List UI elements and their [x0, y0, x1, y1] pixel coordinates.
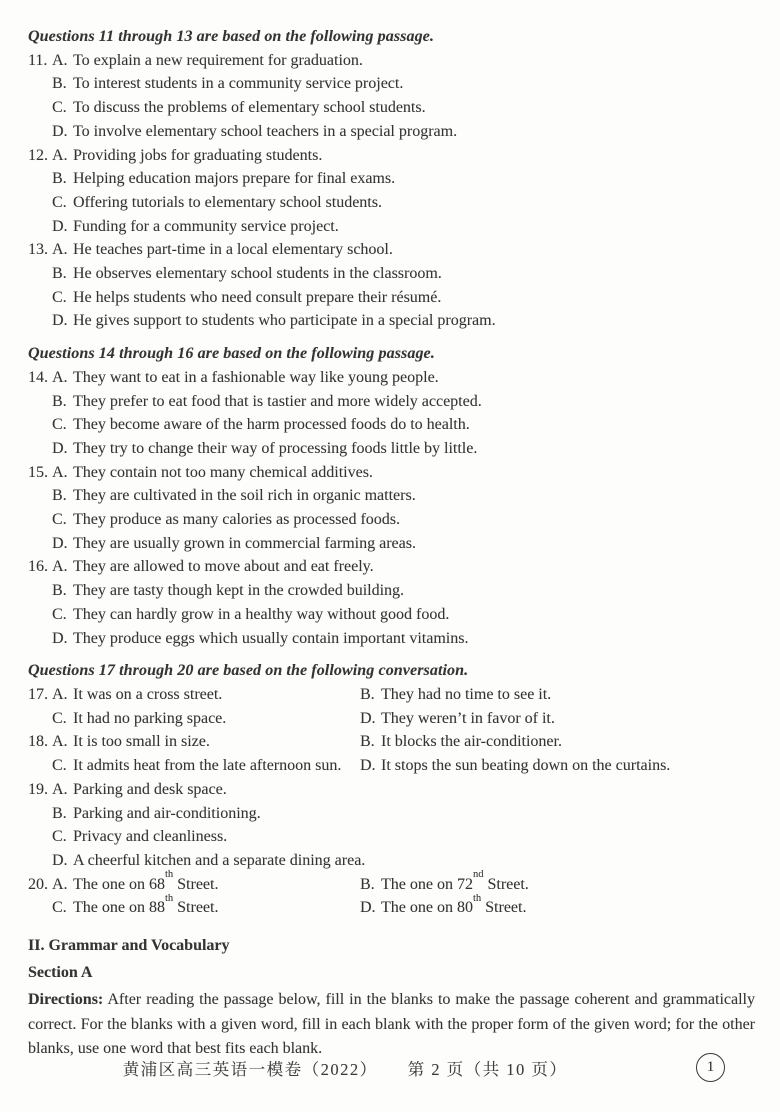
passage-group-heading: Questions 14 through 16 are based on the following passage. [28, 345, 435, 363]
option-label: D. [52, 217, 68, 235]
option-line [52, 167, 755, 191]
option-line [52, 286, 755, 310]
option-text: Offering tutorials to elementary school students. [73, 193, 382, 211]
option-label: D. [52, 534, 68, 552]
option-cell [360, 869, 529, 897]
question-number: 17. [28, 685, 48, 703]
conversation-group-heading: Questions 17 through 20 are based on the following conversation. [28, 662, 469, 680]
option-label: A. [52, 241, 68, 259]
option-line [52, 825, 755, 849]
option-label: D. [52, 439, 68, 457]
option-label: D. [360, 757, 376, 775]
option-line [28, 754, 755, 778]
option-text: Parking and desk space. [73, 780, 227, 798]
question-line [28, 461, 755, 485]
page-number-badge: 1 [696, 1053, 725, 1082]
option-line [52, 508, 755, 532]
option-text: To explain a new requirement for graduation. [73, 51, 363, 69]
option-label: A. [52, 780, 68, 798]
section-a-label: Section A [28, 963, 93, 981]
option-text: To discuss the problems of elementary school students. [73, 99, 426, 117]
option-text: They can hardly grow in a healthy way without good food. [73, 605, 450, 623]
option-label: A. [52, 685, 68, 703]
option-label: C. [52, 511, 67, 529]
option-label: C. [52, 828, 67, 846]
question-line [28, 778, 755, 802]
question-number: 18. [28, 733, 48, 751]
option-text: They prefer to eat food that is tastier and more widely accepted. [73, 392, 482, 410]
option-cell [360, 730, 562, 754]
directions-label: Directions: [28, 991, 104, 1009]
passage-group-heading: Questions 11 through 13 are based on the following passage. [28, 28, 434, 45]
option-line [52, 413, 755, 437]
option-text: They are tasty though kept in the crowded building. [73, 582, 405, 600]
option-label: B. [360, 733, 375, 751]
option-line [28, 707, 755, 731]
option-text: It had no parking space. [73, 709, 227, 727]
option-cell [28, 869, 360, 897]
option-line [52, 484, 755, 508]
option-cell [360, 683, 551, 707]
question-line [28, 683, 755, 707]
option-text: Funding for a community service project. [73, 217, 339, 235]
option-text: It is too small in size. [73, 733, 210, 751]
option-cell [360, 754, 670, 778]
option-text: They are allowed to move about and eat freely. [73, 558, 374, 576]
question-number: 19. [28, 780, 48, 798]
option-label: B. [52, 265, 67, 283]
option-line [52, 627, 755, 651]
question-line [28, 144, 755, 168]
option-label: D. [52, 312, 68, 330]
option-label: C. [52, 709, 67, 727]
option-line [52, 120, 755, 144]
option-text: They had no time to see it. [381, 685, 552, 703]
option-cell [28, 707, 360, 731]
option-label: A. [52, 146, 68, 164]
option-text: A cheerful kitchen and a separate dining area. [73, 851, 366, 869]
option-label: A. [52, 733, 68, 751]
option-cell [28, 683, 360, 707]
question-line [28, 49, 755, 73]
option-text: They are cultivated in the soil rich in organic matters. [73, 487, 416, 505]
option-text: It blocks the air-conditioner. [381, 733, 562, 751]
option-line [52, 191, 755, 215]
option-label: D. [52, 629, 68, 647]
option-text: He observes elementary school students in the classroom. [73, 265, 442, 283]
ordinal-superscript: th [164, 869, 174, 881]
option-text: The one on 80th Street. [381, 892, 527, 917]
question-line [28, 869, 755, 897]
option-label: A. [52, 875, 68, 893]
question-line [28, 730, 755, 754]
question-line [28, 555, 755, 579]
question-number: 16. [28, 558, 48, 576]
option-text: Providing jobs for graduating students. [73, 146, 323, 164]
ordinal-superscript: th [472, 892, 482, 904]
ordinal-superscript: th [164, 892, 174, 904]
option-label: C. [52, 416, 67, 434]
option-cell [360, 892, 527, 920]
option-text: Privacy and cleanliness. [73, 828, 228, 846]
option-text: He teaches part-time in a local elementary school. [73, 241, 393, 259]
option-text: They become aware of the harm processed foods do to health. [73, 416, 470, 434]
option-line [52, 262, 755, 286]
option-line [52, 437, 755, 461]
option-label: D. [52, 851, 68, 869]
option-text: They weren’t in favor of it. [381, 709, 555, 727]
option-text: He gives support to students who participate in a special program. [73, 312, 496, 330]
listening-group-14-16 [28, 342, 755, 650]
option-cell [360, 707, 555, 731]
ordinal-superscript: nd [472, 869, 484, 881]
option-line [28, 892, 755, 920]
footer [0, 1058, 690, 1082]
option-line [52, 72, 755, 96]
footer-exam-title: 黄浦区高三英语一模卷（2022） [122, 1060, 378, 1079]
footer-page-info: 第 2 页（共 10 页） [407, 1060, 568, 1079]
option-text: It was on a cross street. [73, 685, 223, 703]
option-line [52, 802, 755, 826]
question-number: 12. [28, 146, 48, 164]
option-cell [28, 754, 360, 778]
option-line [52, 215, 755, 239]
option-line [52, 849, 755, 873]
option-text: They produce eggs which usually contain important vitamins. [73, 629, 469, 647]
option-label: C. [52, 757, 67, 775]
option-text: They are usually grown in commercial farming areas. [73, 534, 416, 552]
option-label: B. [52, 170, 67, 188]
grammar-section [28, 934, 755, 1061]
question-number: 20. [28, 875, 48, 893]
option-line [52, 309, 755, 333]
option-line [52, 532, 755, 556]
option-text: They contain not too many chemical additives. [73, 463, 373, 481]
question-line [28, 238, 755, 262]
option-label: D. [360, 899, 376, 917]
option-label: B. [52, 392, 67, 410]
listening-group-11-13 [28, 25, 755, 333]
option-text: It stops the sun beating down on the curtains. [381, 757, 671, 775]
option-text: The one on 68th Street. [73, 869, 219, 893]
directions-paragraph [28, 988, 755, 1061]
option-label: C. [52, 605, 67, 623]
option-label: B. [360, 875, 375, 893]
option-label: A. [52, 558, 68, 576]
option-label: B. [360, 685, 375, 703]
question-line [28, 366, 755, 390]
option-label: B. [52, 75, 67, 93]
option-label: C. [52, 288, 67, 306]
option-label: A. [52, 463, 68, 481]
option-label: B. [52, 487, 67, 505]
option-text: To involve elementary school teachers in a special program. [73, 122, 458, 140]
option-label: B. [52, 582, 67, 600]
question-number: 13. [28, 241, 48, 259]
option-line [52, 579, 755, 603]
option-text: To interest students in a community service project. [73, 75, 404, 93]
directions-text: After reading the passage below, fill in the blanks to make the passage coherent and grammatically correct. For the blanks with a given word, fill in each blank with the proper form of the given word; for the other blanks, use one word that best fits each blank. [28, 991, 755, 1057]
question-number: 14. [28, 368, 48, 386]
option-line [52, 603, 755, 627]
option-cell [28, 892, 360, 920]
option-label: D. [52, 122, 68, 140]
option-label: B. [52, 804, 67, 822]
option-text: Helping education majors prepare for final exams. [73, 170, 396, 188]
option-line [52, 390, 755, 414]
option-label: C. [52, 99, 67, 117]
listening-group-17-20 [28, 659, 755, 920]
option-label: C. [52, 193, 67, 211]
option-label: D. [360, 709, 376, 727]
option-label: A. [52, 51, 68, 69]
option-label: A. [52, 368, 68, 386]
question-number: 15. [28, 463, 48, 481]
option-line [52, 96, 755, 120]
option-cell [28, 730, 360, 754]
option-text: They produce as many calories as processed foods. [73, 511, 400, 529]
option-text: They want to eat in a fashionable way like young people. [73, 368, 439, 386]
grammar-section-title: II. Grammar and Vocabulary [28, 937, 230, 955]
option-text: He helps students who need consult prepare their résumé. [73, 288, 442, 306]
question-number: 11. [28, 51, 48, 69]
option-text: The one on 88th Street. [73, 892, 219, 917]
option-text: Parking and air-conditioning. [73, 804, 261, 822]
option-label: C. [52, 899, 67, 917]
option-text: It admits heat from the late afternoon sun. [73, 757, 342, 775]
option-text: They try to change their way of processing foods little by little. [73, 439, 478, 457]
option-text: The one on 72nd Street. [381, 869, 529, 893]
